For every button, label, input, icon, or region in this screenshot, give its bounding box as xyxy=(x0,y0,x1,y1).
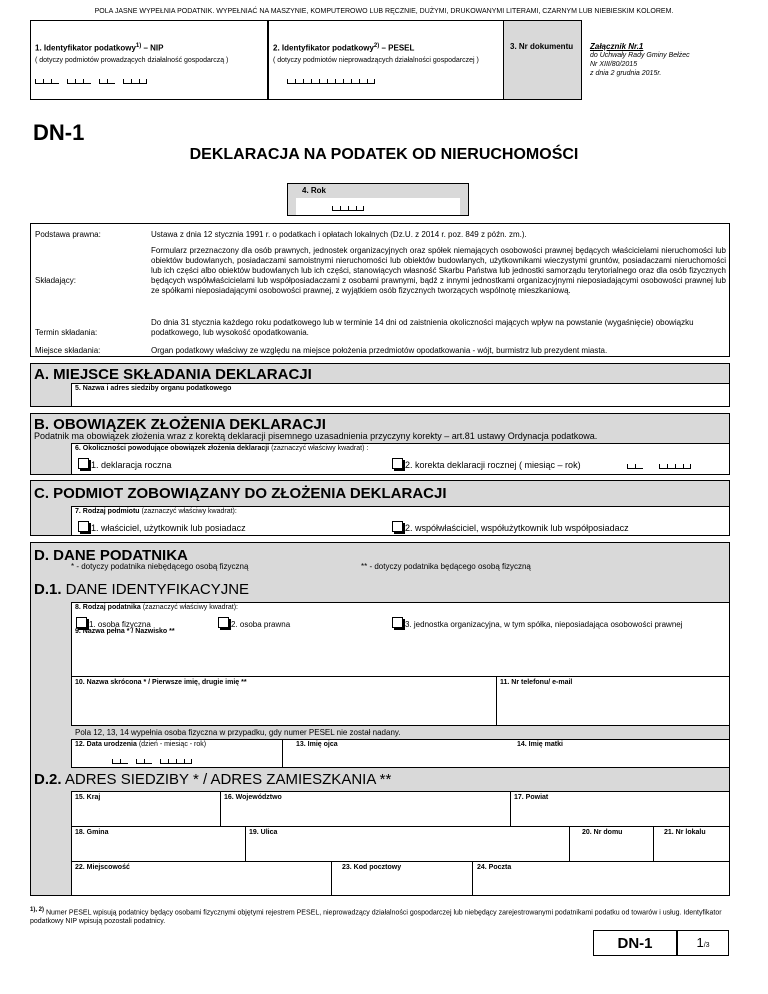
checkbox-co-owner[interactable] xyxy=(392,521,403,532)
basis-label: Podstawa prawna: xyxy=(35,230,101,239)
deadline-text: Do dnia 31 stycznia każdego roku podatkowego lub w terminie 14 dni od zaistnienia okoliczności mających wpływ na powstanie (wygaśnięcie) obowiązku podatkowego, lub wysokość opodatkowania. xyxy=(151,318,694,337)
attachment-line2: Nr XIII/80/2015 xyxy=(590,61,638,68)
f1-sup: 1) xyxy=(135,43,142,49)
header-note: POLA JASNE WYPEŁNIA PODATNIK. WYPEŁNIAĆ NA MASZYNIE, KOMPUTEROWO LUB RĘCZNIE, DUŻYMI, DRUKOWANYMI LITERAMI, CZARNYM LUB NIEBIESKIM KOLOREM. xyxy=(94,8,674,15)
option-org-unit[interactable] xyxy=(392,617,683,629)
section-d-note1: * - dotyczy podatnika niebędącego osobą fizyczną xyxy=(71,562,249,571)
footer-code-box xyxy=(593,930,677,956)
f9-label: 9. Nazwa pełna * / Nazwisko ** xyxy=(75,628,175,635)
checkbox-annual[interactable] xyxy=(78,458,89,469)
f19-label: 19. Ulica xyxy=(249,829,278,836)
birth-parent-fields xyxy=(71,739,730,768)
deadline-label: Termin składania: xyxy=(35,328,98,337)
f1-suffix: – NIP xyxy=(143,43,164,53)
field-nip[interactable] xyxy=(30,20,268,100)
checkbox-natural-person[interactable] xyxy=(76,617,87,628)
f2-suffix: – PESEL xyxy=(381,43,415,53)
attachment-title: Załącznik Nr.1 xyxy=(590,42,644,51)
filer-label: Składający: xyxy=(35,276,76,285)
f18-label: 18. Gmina xyxy=(75,829,109,836)
address-fields xyxy=(71,791,730,896)
option-annual[interactable] xyxy=(78,458,172,470)
section-a-title: A. MIEJSCE SKŁADANIA DEKLARACJI xyxy=(34,366,312,383)
field-pesel[interactable] xyxy=(268,20,504,100)
f16-label: 16. Województwo xyxy=(224,794,282,801)
f8-label: 8. Rodzaj podatnika xyxy=(75,604,141,611)
section-d xyxy=(30,542,730,896)
form-title: DEKLARACJA NA PODATEK OD NIERUCHOMOŚCI xyxy=(189,146,579,163)
section-b xyxy=(30,413,730,475)
checkbox-legal-person[interactable] xyxy=(218,617,229,628)
f6-hint: (zaznaczyć właściwy kwadrat) : xyxy=(271,445,369,452)
section-d-note2: ** - dotyczy podatnika będącego osobą fizyczną xyxy=(361,562,531,571)
footnote-sup: 1), 2) xyxy=(30,907,45,913)
page-number: 1/3 xyxy=(696,935,710,950)
option-owner-label: 1. właściciel, użytkownik lub posiadacz xyxy=(91,523,246,533)
d1-fields xyxy=(71,602,730,726)
place-text: Organ podatkowy właściwy ze względu na miejsce położenia przedmiotów opodatkowania - wójt, burmistrz lub prezydent miasta. xyxy=(151,346,608,355)
option-annual-label: 1. deklaracja roczna xyxy=(91,460,172,470)
section-c-title: C. PODMIOT ZOBOWIĄZANY DO ZŁOŻENIA DEKLARACJI xyxy=(34,485,447,502)
divider xyxy=(496,676,497,726)
f5-label: 5. Nazwa i adres siedziby organu podatkowego xyxy=(75,385,232,392)
f2-sub: ( dotyczy podmiotów nieprowadzących działalności gospodarczej ) xyxy=(273,57,479,64)
f4-label: 4. Rok xyxy=(302,186,327,195)
form-code: DN-1 xyxy=(33,120,85,145)
option-legal-person-label: 2. osoba prawna xyxy=(231,620,291,629)
option-owner[interactable] xyxy=(78,521,246,533)
section-d2-title: D.2. ADRES SIEDZIBY * / ADRES ZAMIESZKANIA ** xyxy=(34,771,392,788)
option-natural-person-label: 1. osoba fizyczna xyxy=(89,620,151,629)
checkbox-owner[interactable] xyxy=(78,521,89,532)
f13-label: 13. Imię ojca xyxy=(296,741,338,748)
section-d-title: D. DANE PODATNIKA xyxy=(34,547,188,564)
f1-sub: ( dotyczy podmiotów prowadzących działalność gospodarczą ) xyxy=(35,57,229,64)
pesel-note: Pola 12, 13, 14 wypełnia osoba fizyczna w przypadku, gdy numer PESEL nie został nadany. xyxy=(75,728,401,737)
footnote-text: Numer PESEL wpisują podatnicy będący osobami fizycznymi objętymi rejestrem PESEL, nieprowadzący działalności gospodarczej lub niebędący zarejestrowanymi podatnikami podatku od towarów i usług. Identyfikator podatkowy NIP wpisują pozostali podatnicy. xyxy=(30,909,722,926)
info-box xyxy=(30,223,730,357)
f22-label: 22. Miejscowość xyxy=(75,864,130,871)
filer-text: Formularz przeznaczony dla osób prawnych, jednostek organizacyjnych oraz spółek niemających osobowości prawnej będących właścicielami nieruchomości lub obiektów budowlanych, posiadaczami samoistnymi nieruchomości lub obiektów budowlanych, użytkownikami wieczystymi gruntów, posiadaczami nieruchomości lub ich części albo obiektów budowlanych lub ich części, stanowiących własność Skarbu Państwa lub jednostki samorządu terytorialnego oraz dla osób fizycznych będących współwłaścicielami lub współposiadaczami z osobami prawnymi, bądź z innymi jednostkami organizacyjnymi nieposiadającymi osobowości prawnej lub ze spółkami nieposiadającymi osobowości prawnej, z wyjątkiem osób fizycznych tworzących wspólnotę mieszkaniową. xyxy=(151,246,726,295)
section-c xyxy=(30,480,730,536)
f24-label: 24. Poczta xyxy=(477,864,512,871)
f23-label: 23. Kod pocztowy xyxy=(342,864,402,871)
f7-hint: (zaznaczyć właściwy kwadrat): xyxy=(141,508,237,515)
f14-label: 14. Imię matki xyxy=(517,741,563,748)
field-tax-office[interactable] xyxy=(71,383,730,407)
option-correction[interactable] xyxy=(392,458,581,470)
section-d1-title: D.1. DANE IDENTYFIKACYJNE xyxy=(34,581,250,598)
f11-label: 11. Nr telefonu/ e-mail xyxy=(500,679,573,686)
field-entity-type xyxy=(71,506,730,536)
f21-label: 21. Nr lokalu xyxy=(664,829,706,836)
footer-page-box xyxy=(677,930,729,956)
footer-code: DN-1 xyxy=(617,935,653,952)
divider xyxy=(72,676,729,677)
f1-label: 1. Identyfikator podatkowy xyxy=(35,43,136,53)
attachment-line1: do Uchwały Rady Gminy Bełżec xyxy=(590,52,690,59)
footnote xyxy=(30,906,730,926)
option-co-owner[interactable] xyxy=(392,521,629,533)
f7-label: 7. Rodzaj podmiotu xyxy=(75,508,140,515)
option-org-unit-label: 3. jednostka organizacyjna, w tym spółka, nieposiadająca osobowości prawnej xyxy=(405,620,683,629)
f15-label: 15. Kraj xyxy=(75,794,101,801)
f12-label: 12. Data urodzenia xyxy=(75,741,137,748)
section-a xyxy=(30,363,730,407)
option-co-owner-label: 2. współwłaściciel, współużytkownik lub współposiadacz xyxy=(405,523,629,533)
f12-hint: (dzień - miesiąc - rok) xyxy=(138,741,207,748)
f3-label: 3. Nr dokumentu xyxy=(510,42,574,51)
section-b-title: B. OBOWIĄZEK ZŁOŻENIA DEKLARACJI xyxy=(34,416,326,433)
option-correction-label: 2. korekta deklaracji rocznej ( miesiąc – rok) xyxy=(405,460,581,470)
option-legal-person[interactable] xyxy=(218,617,290,629)
section-b-note: Podatnik ma obowiązek złożenia wraz z korektą deklaracji pisemnego uzasadnienia przyczyny korekty – art.81 ustawy Ordynacja podatkowa. xyxy=(34,431,598,441)
attachment-line3: z dnia 2 grudnia 2015r. xyxy=(590,70,662,77)
field-circumstances xyxy=(71,443,730,475)
f2-label: 2. Identyfikator podatkowy xyxy=(273,43,374,53)
f2-sup: 2) xyxy=(373,43,380,49)
field-year[interactable] xyxy=(287,183,469,216)
checkbox-org-unit[interactable] xyxy=(392,617,403,628)
f17-label: 17. Powiat xyxy=(514,794,549,801)
checkbox-correction[interactable] xyxy=(392,458,403,469)
basis-text: Ustawa z dnia 12 stycznia 1991 r. o podatkach i opłatach lokalnych (Dz.U. z 2014 r. poz. 849 z późn. zm.). xyxy=(151,230,527,239)
f8-hint: (zaznaczyć właściwy kwadrat): xyxy=(142,604,238,611)
attachment-note xyxy=(590,42,690,78)
f10-label: 10. Nazwa skrócona * / Pierwsze imię, drugie imię ** xyxy=(75,679,247,686)
f20-label: 20. Nr domu xyxy=(582,829,623,836)
place-label: Miejsce składania: xyxy=(35,346,101,355)
f6-label: 6. Okoliczności powodujące obowiązek złożenia deklaracji xyxy=(75,445,270,452)
